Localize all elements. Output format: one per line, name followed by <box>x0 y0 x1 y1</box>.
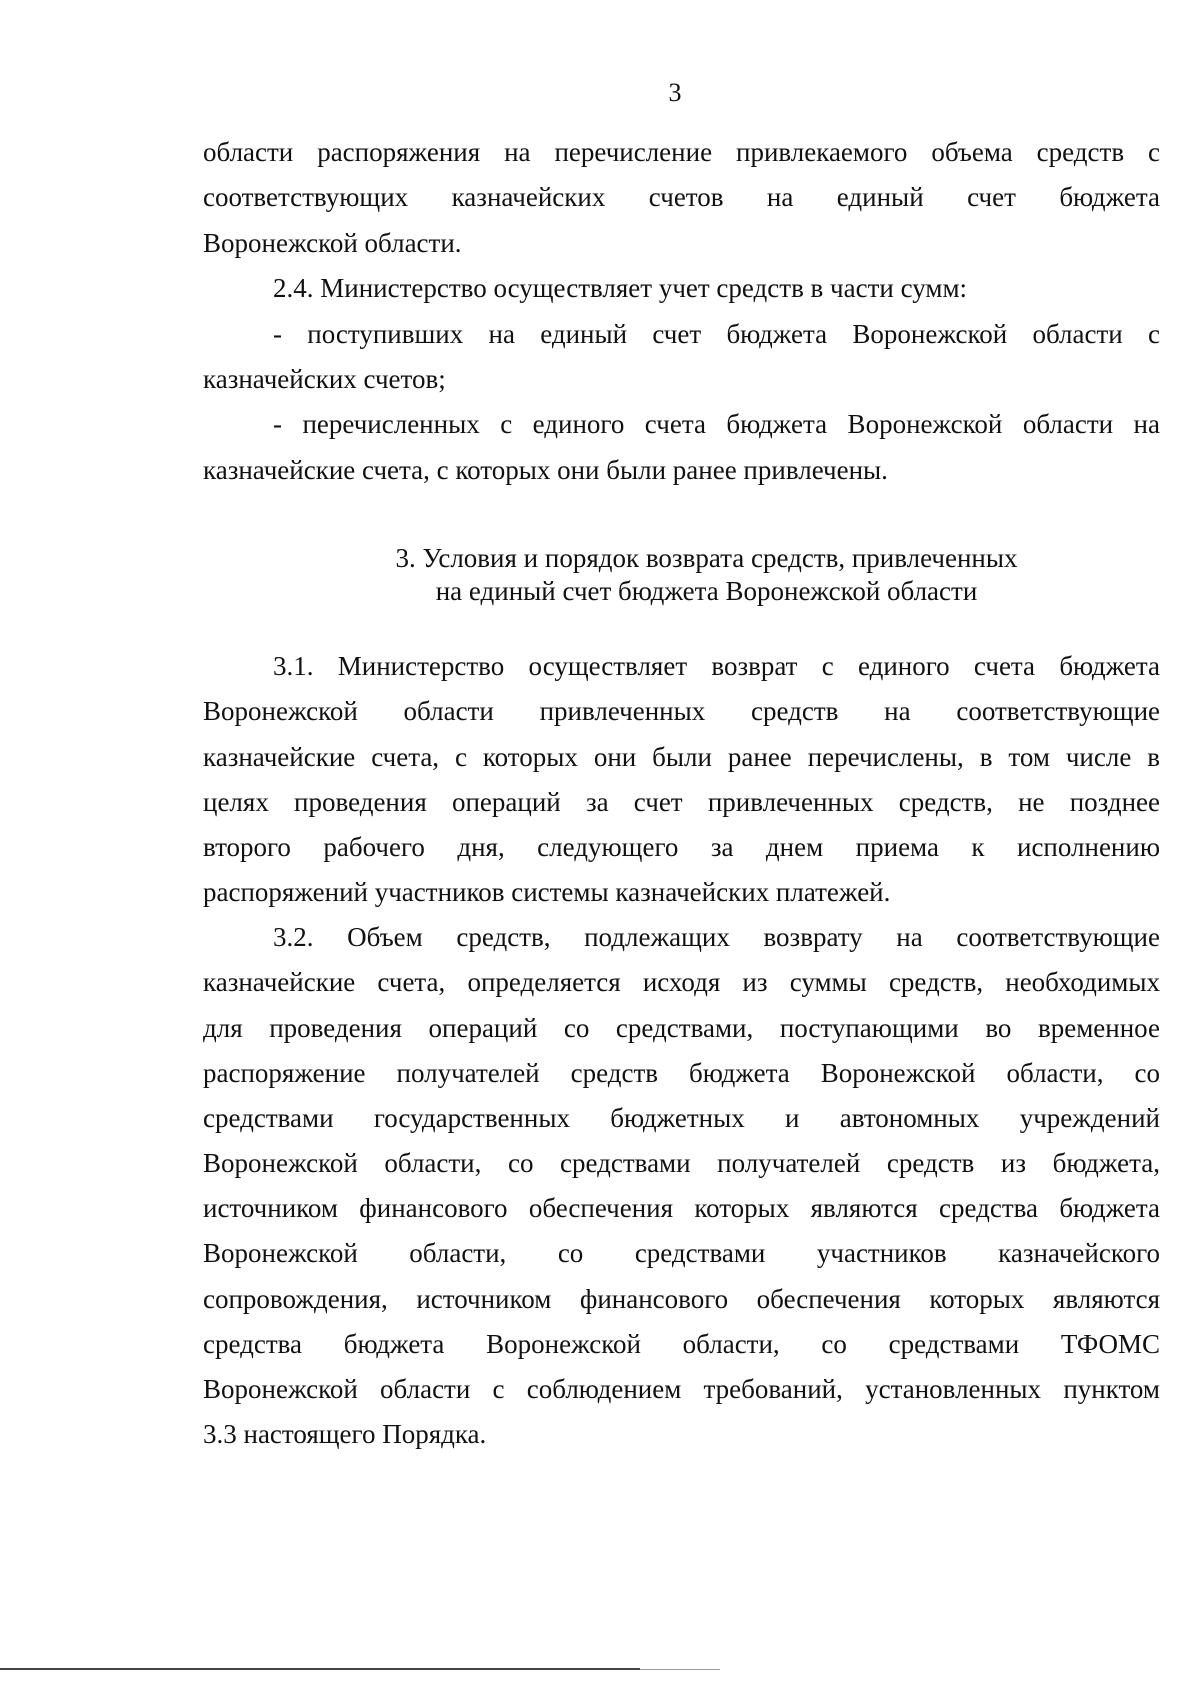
text-line: - перечисленных с единого счета бюджета Воронежской области на <box>273 409 1160 439</box>
page-number: 3 <box>668 78 682 107</box>
text-line: 3.1. Министерство осуществляет возврат с единого счета бюджета <box>273 651 1160 681</box>
text-line: распоряжение получателей средств бюджета Воронежской области, со <box>203 1058 1160 1088</box>
text-line: сопровождения, источником финансового обеспечения которых являются <box>203 1284 1160 1314</box>
text-line: Воронежской области привлеченных средств на соответствующие <box>203 696 1160 726</box>
text-line: казначейские счета, с которых они были ранее перечислены, в том числе в <box>203 742 1160 772</box>
text-line: 2.4. Министерство осуществляет учет средств в части сумм: <box>273 273 968 303</box>
text-line: Воронежской области, со средствами получателей средств из бюджета, <box>203 1148 1160 1178</box>
heading-line: 3. Условия и порядок возврата средств, привлеченных <box>395 543 1018 573</box>
text-line: Воронежской области. <box>203 228 462 258</box>
scan-edge-line <box>640 1669 720 1670</box>
text-line: распоряжений участников системы казначейских платежей. <box>203 877 891 907</box>
text-line: казначейские счета, с которых они были ранее привлечены. <box>203 455 888 485</box>
text-line: целях проведения операций за счет привлеченных средств, не позднее <box>203 787 1160 817</box>
text-line: для проведения операций со средствами, поступающими во временное <box>203 1013 1160 1043</box>
text-line: Воронежской области с соблюдением требований, установленных пунктом <box>203 1374 1160 1404</box>
text-line: второго рабочего дня, следующего за днем приема к исполнению <box>203 832 1160 862</box>
text-line: соответствующих казначейских счетов на единый счет бюджета <box>203 182 1160 212</box>
text-line: области распоряжения на перечисление привлекаемого объема средств с <box>203 137 1160 167</box>
text-line: источником финансового обеспечения которых являются средства бюджета <box>203 1193 1160 1223</box>
text-line: 3.3 настоящего Порядка. <box>203 1419 487 1449</box>
text-line: средства бюджета Воронежской области, со средствами ТФОМС <box>203 1329 1160 1359</box>
text-line: 3.2. Объем средств, подлежащих возврату на соответствующие <box>273 922 1160 952</box>
text-line: казначейских счетов; <box>203 364 446 394</box>
heading-line: на единый счет бюджета Воронежской области <box>435 576 978 606</box>
text-line: - поступивших на единый счет бюджета Воронежской области с <box>273 319 1160 349</box>
text-line: Воронежской области, со средствами участников казначейского <box>203 1238 1160 1268</box>
scan-edge-line <box>0 1668 640 1670</box>
text-line: казначейские счета, определяется исходя из суммы средств, необходимых <box>203 967 1160 997</box>
text-line: средствами государственных бюджетных и автономных учреждений <box>203 1103 1160 1133</box>
